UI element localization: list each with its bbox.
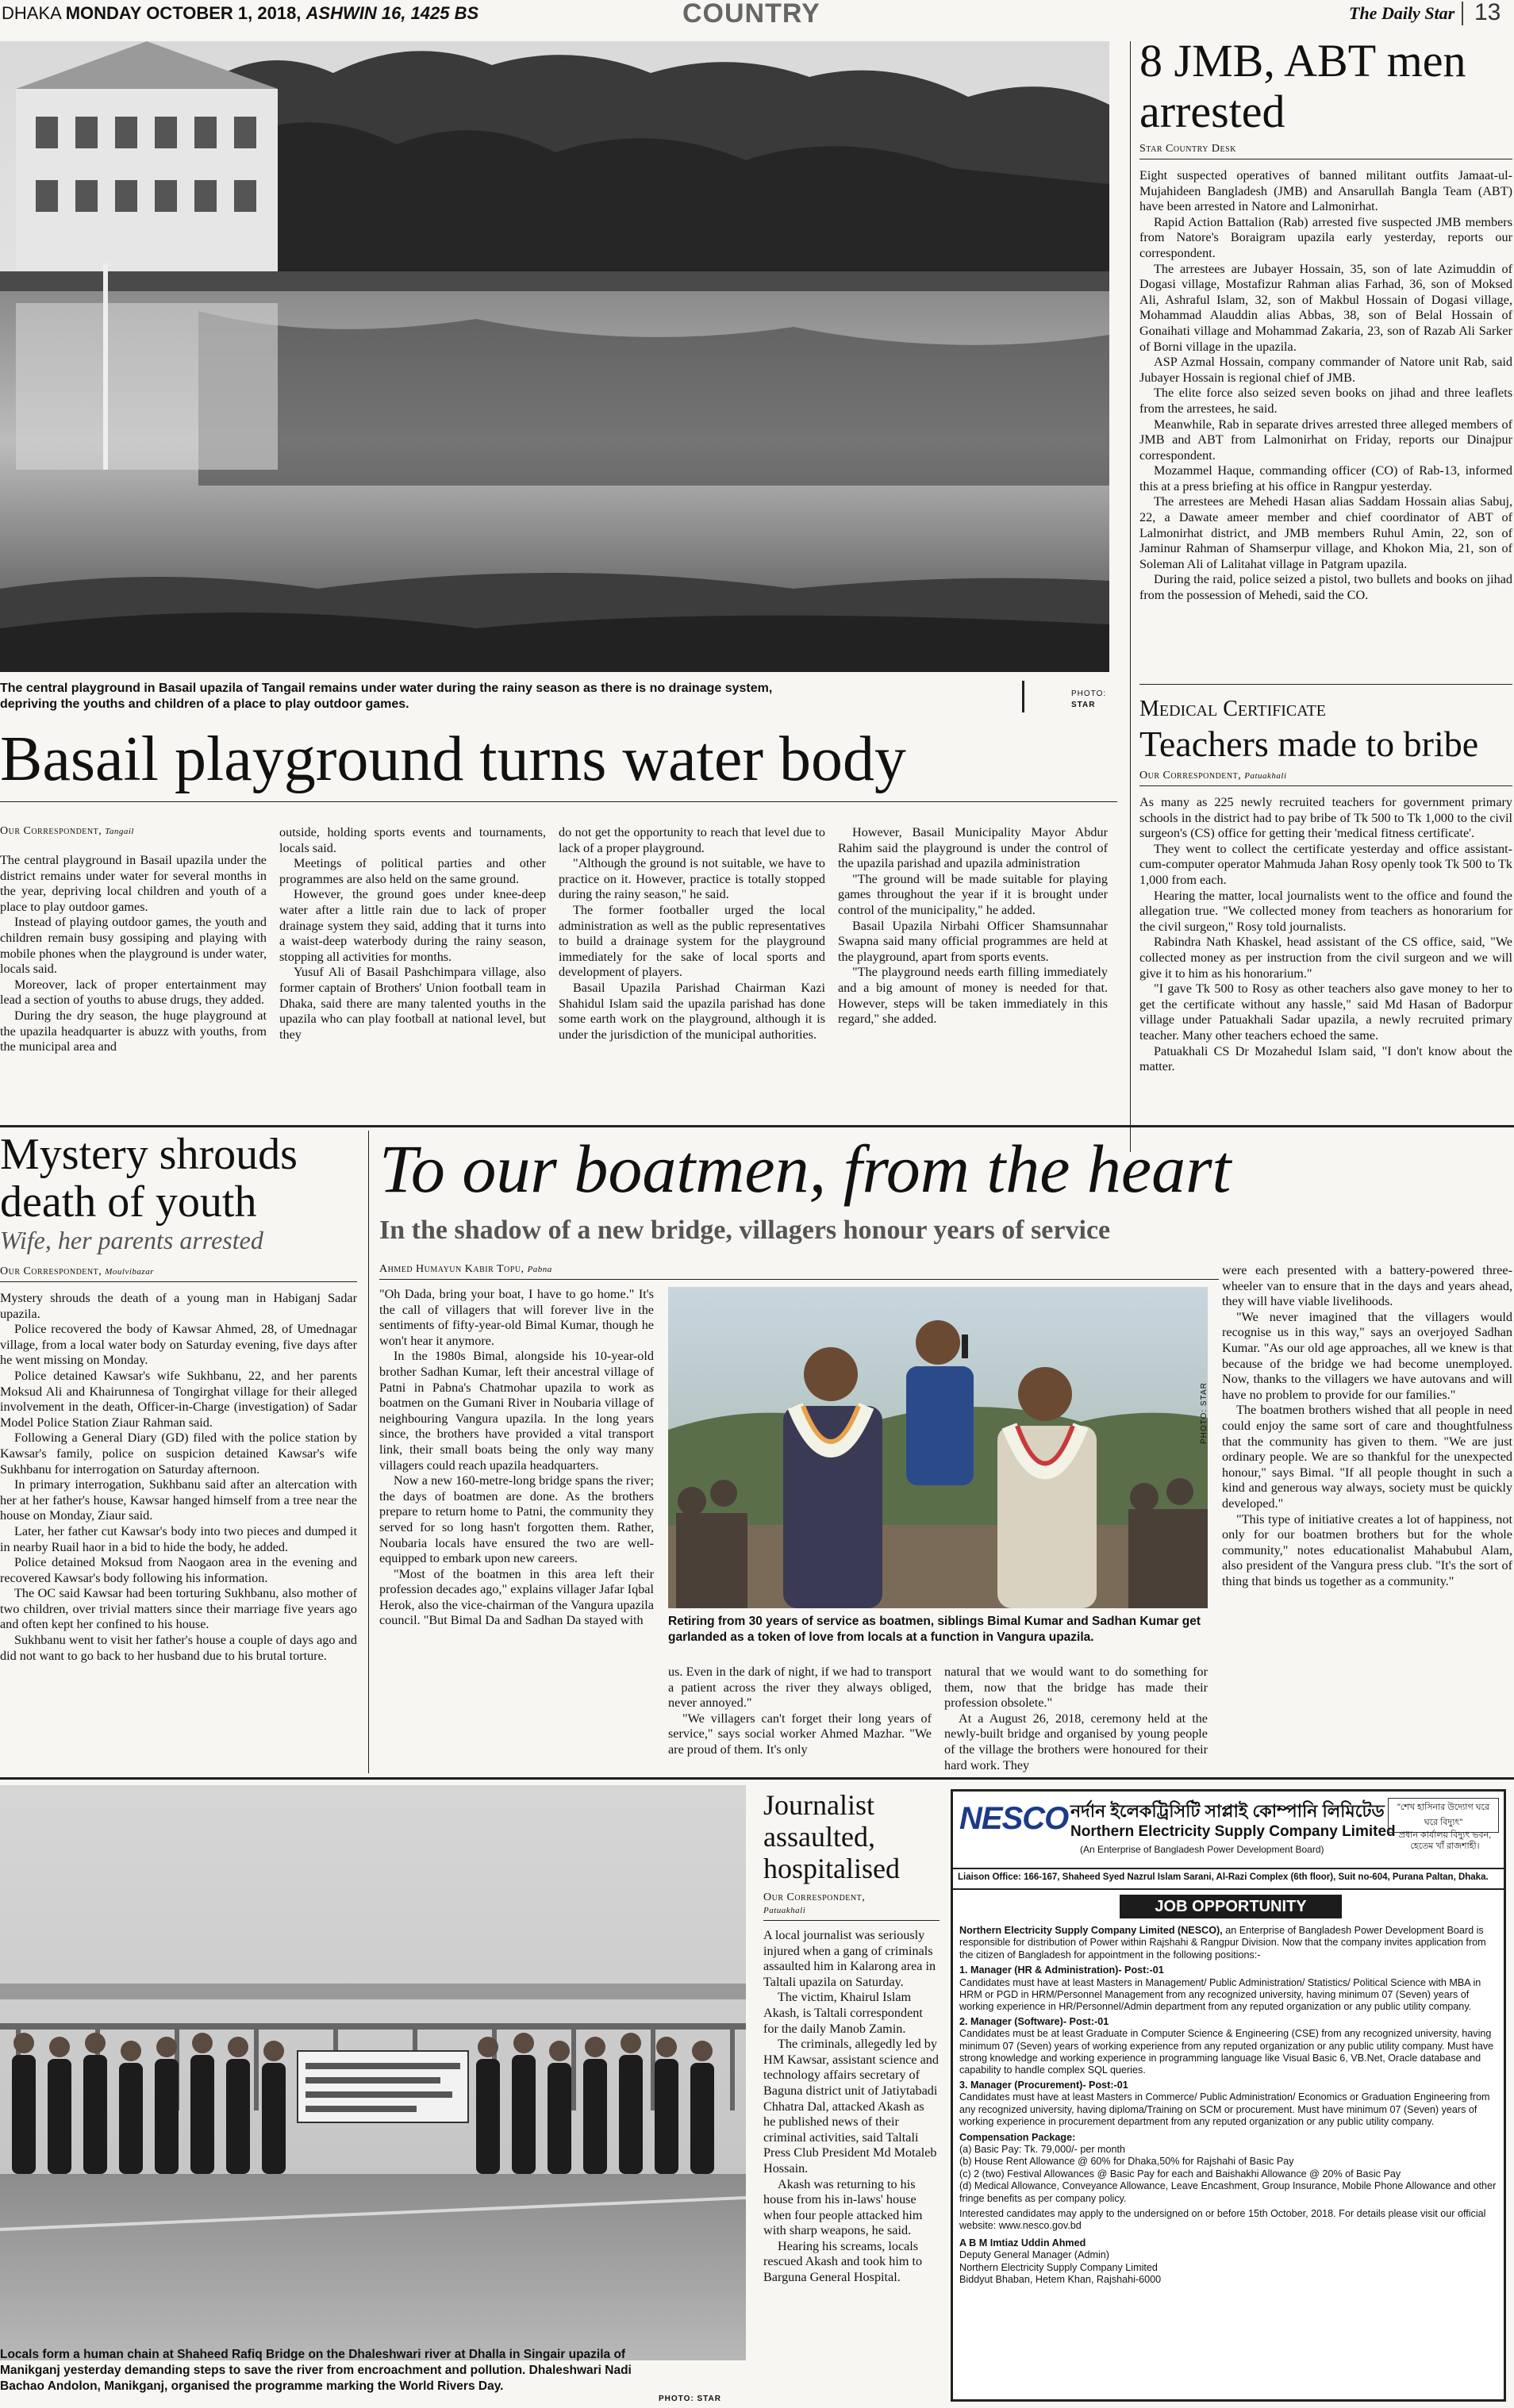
paragraph: The victim, Khairul Islam Akash, is Taltali correspondent for the daily Manob Zamin.	[763, 1990, 923, 2036]
paragraph: A local journalist was seriously injured when a gang of criminals assaulted him in Kalarong area in Taltali upazila on Saturday.	[763, 1928, 936, 1989]
paragraph: were each presented with a battery-powered three-wheeler van to ensure that in the days and years ahead, they will have viable livelihoods.	[1222, 1263, 1512, 1309]
paragraph: The OC said Kawsar had been torturing Sukhbanu, also mother of two children, over trivial matters since their marriage five years ago and often kept her confined to his house.	[0, 1586, 357, 1632]
paragraph: Rabindra Nath Khaskel, head assistant of the CS office, said, "We collected money as per instruction from the civil surgeon and we will give it to him as his honorarium."	[1139, 935, 1512, 981]
human-chain-image	[0, 1785, 746, 2360]
paragraph: do not get the opportunity to reach that level due to lack of a proper playground.	[559, 825, 825, 855]
paragraph: The former footballer urged the local administration as well as the public representatives to build a drainage system for the playground immediately for the sake of local sports and development of players.	[559, 902, 825, 980]
nesco-ad	[951, 1789, 1506, 2402]
paragraph: Sukhbanu went to visit her father's house a couple of days ago and did not want to go back to her husband due to his brutal torture.	[0, 1633, 357, 1663]
paragraph: Mozammel Haque, commanding officer (CO) of Rab-13, informed this at a press briefing at his office in Rangpur yesterday.	[1139, 463, 1512, 494]
date: MONDAY OCTOBER 1, 2018,	[65, 3, 302, 23]
position-text: Candidates must have at least Masters in Commerce/ Public Administration/ Economics or Graduation Engineering from any recognized university, having diploma/Training on SCM or procurement. Must have minimum 07 (Seven) years of working experience in procurement department from any reputed organization or any public utility company.	[959, 2091, 1490, 2128]
bribe-kicker: Medical Certificate	[1139, 697, 1326, 721]
paragraph: However, Basail Municipality Mayor Abdur Rahim said the playground is under the control of the upazila parishad and upazila administration	[838, 825, 1108, 871]
basail-caption: The central playground in Basail upazila of Tangail remains under water during the rainy season as there is no drainage system, depriving the youths and children of a place to play outdoor games.	[0, 682, 773, 711]
paragraph: ASP Azmal Hossain, company commander of Natore unit Rab, said Jubayer Hossain is regional chief of JMB.	[1139, 355, 1512, 385]
nesco-intro: Northern Electricity Supply Company Limited (NESCO), an Enterprise of Bangladesh Power Development Board is responsible for distribution of Power within Rajshahi & Rangpur Division. Now that the company invites application from the citizen of Bangladesh for appointment in the following positions:-	[959, 1925, 1486, 1961]
basail-col-2	[279, 825, 546, 1043]
journalist-byline: Our Correspondent, Patuakhali	[763, 1891, 866, 1915]
bribe-headline: Teachers made to bribe	[1139, 724, 1479, 764]
paragraph: Meetings of political parties and other programmes are also held on the same ground.	[279, 856, 546, 886]
bangla-date: ASHWIN 16, 1425 BS	[305, 3, 479, 23]
position-title: 3. Manager (Procurement)- Post:-01	[959, 2079, 1128, 2091]
compensation-item: (d) Medical Allowance, Conveyance Allowance, Leave Encashment, Group Insurance, Mobile Phone Allowance and other fringe benefits as per company policy.	[959, 2180, 1497, 2204]
paragraph: natural that we would want to do something for them, now that the bridge has made their profession obsolete."	[944, 1665, 1208, 1711]
section-label: COUNTRY	[682, 0, 820, 29]
boatmen-image	[668, 1287, 1208, 1608]
paper-name: The Daily Star	[1349, 3, 1455, 23]
paragraph: At a August 26, 2018, ceremony held at the newly-built bridge and organised by young people of the village the brothers were honoured for their hard work. They	[944, 1711, 1208, 1772]
paragraph: Moreover, lack of proper entertainment may lead a section of youths to abuse drugs, they added.	[0, 977, 267, 1008]
paragraph: "We never imagined that the villagers would recognise us in this way," says an overjoyed Sadhan Kumar. "As our old age approaches, all we knew is that because of the bridge we had become unemployed. Now, thanks to the villagers we have autovans and will have no problem to provide for our families."	[1222, 1309, 1512, 1402]
paragraph: Yusuf Ali of Basail Pashchimpara village, also former captain of Brothers' Union football team in Dhaka, said there are many talented youths in the upazila who can play football at national level, but they	[279, 965, 546, 1042]
paragraph: Basail Upazila Parishad Chairman Kazi Shahidul Islam said the upazila parishad has done some earth work on the playground, although it is under the jurisdiction of the municipal authorities.	[559, 980, 825, 1042]
paragraph: Following a General Diary (GD) filed with the police station by Kawsar's family, police on suspicion detained Kawsar's wife Sukhbanu for interrogation on Saturday afternoon.	[0, 1431, 357, 1477]
paragraph: "Most of the boatmen in this area left their profession decades ago," explains villager Jafar Iqbal Herok, also the vice-chairman of the Vangura upazila council. "But Bimal Da and Sadhan Da stayed with	[379, 1566, 654, 1628]
mystery-subhead: Wife, her parents arrested	[0, 1226, 263, 1254]
boatmen-subhead: In the shadow of a new bridge, villagers honour years of service	[379, 1216, 1111, 1245]
paragraph: The arrestees are Mehedi Hasan alias Saddam Hossain alias Sabuj, 22, a Dawate ameer member and chief coordinator of ABT of Lalmonirhat district, and JMB members Ruhul Amin, 22, son of Jaminur Rahman of Shamserpur village, and Khokon Mia, 21, son of Soleman Ali of Lalitahat village in Patgram upazila.	[1139, 494, 1512, 571]
compensation-item: (b) House Rent Allowance @ 60% for Dhaka,50% for Rajshahi of Basic Pay	[959, 2156, 1294, 2168]
masthead	[0, 0, 1514, 30]
boatmen-col-1	[379, 1287, 654, 1629]
position-title: 2. Manager (Software)- Post:-01	[959, 2015, 1109, 2027]
paragraph: Instead of playing outdoor games, the youth and children remain busy gossiping and playing with mobile phones when the playground is under water, locals said.	[0, 915, 267, 977]
mystery-byline: Our Correspondent, Moulvibazar	[0, 1265, 154, 1277]
boatmen-col-2	[668, 1665, 932, 1758]
mystery-body	[0, 1291, 357, 1664]
boatmen-col-3	[944, 1665, 1208, 1773]
paragraph: However, the ground goes under knee-deep water after a little rain due to lack of proper drainage system they said, adding that it turns into a waist-deep waterbody during the rainy season, stopping all activities for months.	[279, 887, 546, 964]
bribe-body	[1139, 795, 1512, 1075]
paragraph: Police detained Kawsar's wife Sukhbanu, 22, and her parents Moksud Ali and Khairunnesa of Tongirghat village for their alleged involvement in the death, Officer-in-Charge (investigation) of Sadar Model Police Station Ziaur Rahman said.	[0, 1368, 357, 1430]
basail-byline: Our Correspondent, Tangail	[0, 825, 134, 837]
paragraph: Patuakhali CS Dr Mozahedul Islam said, "I don't know about the matter.	[1139, 1043, 1512, 1074]
page-number: 13	[1474, 0, 1501, 25]
compensation-item: (c) 2 (two) Festival Allowances @ Basic Pay for each and Baishakhi Allowance @ 20% of Basic Pay	[959, 2168, 1401, 2179]
compensation-item: (a) Basic Pay: Tk. 79,000/- per month	[959, 2143, 1126, 2155]
nesco-details	[959, 1925, 1499, 2286]
paragraph: us. Even in the dark of night, if we had to transport a patient across the river they always obliged, never annoyed."	[668, 1665, 932, 1711]
paragraph: In the 1980s Bimal, alongside his 10-year-old brother Sadhan Kumar, left their ancestral village of Patni in Pabna's Chatmohar upazila to work as boatmen on the Gumani River in Noubaria village of neighbouring Vangura upazila. In the long years since, the brothers have provided a vital transport link, their small boats being the only way many villagers could reach upazila headquarters.	[379, 1349, 654, 1473]
paragraph: As many as 225 newly recruited teachers for government primary schools in the district had to pay bribe of Tk 500 to Tk 1,000 to the civil surgeon's (CS) office for getting their 'medical fitness certificate'.	[1139, 795, 1512, 841]
paragraph: During the raid, police seized a pistol, two bullets and books on jihad from the possession of Mehedi, said the CO.	[1139, 572, 1512, 603]
nesco-bangla-name: নর্দান ইলেকট্রিসিটি সাপ্লাই কোম্পানি লিমিটেড	[1070, 1801, 1385, 1821]
jmb-byline: Star Country Desk	[1139, 143, 1236, 155]
basail-col-3	[559, 825, 825, 1043]
boatmen-photo	[668, 1287, 1208, 1608]
paragraph: Now a new 160-metre-long bridge spans the river; the days of boatmen are done. As the brothers prepare to return home to Patni, the community they served for so long hasn't forgotten them. Rather, Noubaria locals have ensured the two are well-equipped to embark upon new careers.	[379, 1473, 654, 1566]
paragraph: The arrestees are Jubayer Hossain, 35, son of late Azimuddin of Dogasi village, Mostafizur Rahman alias Farhad, 36, son of Moksed Ali, Ashraful Islam, 32, son of Makbul Hossain of Dogasi village, Mohammad Alauddin alias Abbas, 38, son of Belal Hossain of Gonaihati village and Mohammad Zakaria, 23, son of Razab Ali Sarker of Borni village in the upazila.	[1139, 261, 1512, 354]
paragraph: "This type of initiative creates a lot of happiness, not only for our boatmen brothers but for the whole community," notes educationalist Mahabubul Alam, also president of the Vangura press club. "It's the sort of thing that binds us together as a community."	[1222, 1511, 1512, 1588]
paragraph: Police detained Moksud from Naogaon area in the evening and recovered Kawsar's body following his information.	[0, 1555, 357, 1585]
paragraph: In primary interrogation, Sukhbanu said after an altercation with her at her father's house, Kawsar hanged himself from a tree near the house on Monday, Ziaur said.	[0, 1477, 357, 1523]
paragraph: Later, her father cut Kawsar's body into two pieces and dumped it in nearby Ruail haor in a bid to hide the body, he added.	[0, 1523, 357, 1554]
apply-note: Interested candidates may apply to the undersigned on or before 15th October, 2018. For details please visit our official website: www.nesco.gov.bd	[959, 2207, 1486, 2232]
playground-image	[0, 41, 1109, 672]
paragraph: The central playground in Basail upazila under the district remains under water for several months in the year, depriving local children and youth of a place to play outdoor games.	[0, 853, 267, 914]
basail-col-4	[838, 825, 1108, 1027]
basail-credit: PHOTO: STAR	[1071, 689, 1107, 709]
basail-headline: Basail playground turns water body	[0, 724, 906, 794]
paragraph: Hearing the matter, local journalists went to the office and found the allegation true. "We collected money from teachers as honorarium for the civil surgeon," Rosy told journalists.	[1139, 888, 1512, 934]
paragraph: The criminals, allegedly led by HM Kawsar, assistant science and technology affairs secretary of Baguna district unit of Jatiytabadi Chhatra Dal, attacked Akash as he published news of their criminal activities, said Taltali Press Club President Md Motaleb Hossain.	[763, 2037, 939, 2176]
paragraph: Eight suspected operatives of banned militant outfits Jamaat-ul-Mujahideen Bangladesh (JMB) and Ansarullah Bangla Team (ABT) have been arrested in Natore and Lalmonirhat.	[1139, 168, 1512, 214]
boatmen-byline: Ahmed Humayun Kabir Topu, Pabna	[379, 1263, 552, 1275]
nesco-slogan: "শেখ হাসিনার উদ্যোগ ঘরে ঘরে বিদ্যুৎ"	[1388, 1798, 1499, 1833]
dateline: DHAKA	[2, 3, 61, 23]
position-text: Candidates must be at least Graduate in Computer Science & Engineering (CSE) from any recognized university, having minimum 07 (Seven) years of working experience from any reputed organization or any public utility company. Must have strong knowledge and working experience in programming language like Visual Basic 6, VB.Net, Oracle database and capability to handle complex SQL queries.	[959, 2028, 1494, 2076]
paragraph: Akash was returning to his house from his in-laws' house when four people attacked him with sharp weapons, he said.	[763, 2176, 923, 2238]
boatmen-caption: Retiring from 30 years of service as boatmen, siblings Bimal Kumar and Sadhan Kumar get garlanded as a token of love from locals at a function in Vangura upazila.	[668, 1615, 1201, 1644]
paragraph: Hearing his screams, locals rescued Akash and took him to Barguna General Hospital.	[763, 2238, 923, 2285]
compensation-title: Compensation Package:	[959, 2131, 1076, 2143]
signer-line: Biddyut Bhaban, Hetem Khan, Rajshahi-6000	[959, 2273, 1162, 2285]
basail-col-1	[0, 853, 267, 1055]
journalist-headline: Journalist assaulted, hospitalised	[763, 1789, 900, 1884]
signer-line: Northern Electricity Supply Company Limited	[959, 2261, 1158, 2273]
signer-name: A B M Imtiaz Uddin Ahmed	[959, 2237, 1086, 2249]
nesco-liaison: Liaison Office: 166-167, Shaheed Syed Nazrul Islam Sarani, Al-Razi Complex (6th floor), Suit no-604, Purana Paltan, Dhaka.	[958, 1872, 1489, 1882]
mystery-headline: Mystery shrouds death of youth	[0, 1130, 298, 1227]
signer-line: Deputy General Manager (Admin)	[959, 2249, 1109, 2261]
jmb-body	[1139, 168, 1512, 604]
boatmen-headline: To our boatmen, from the heart	[379, 1131, 1232, 1207]
paragraph: The elite force also seized seven books on jihad and three leaflets from the arrestees, he said.	[1139, 386, 1512, 416]
paragraph: Police recovered the body of Kawsar Ahmed, 28, of Umednagar village, from a local water body on Saturday evening, five days after he went missing on Monday.	[0, 1322, 357, 1368]
human-chain-credit: PHOTO: STAR	[659, 2395, 721, 2403]
nesco-office-bn: প্রধান কার্যালয় বিদ্যুৎ ভবন, হেতেম খাঁ রাজশাহী।	[1398, 1830, 1492, 1851]
paragraph: "The ground will be made suitable for playing games throughout the year if it is brought under control of the municipality," he added.	[838, 871, 1108, 917]
nesco-sub: (An Enterprise of Bangladesh Power Development Board)	[1080, 1844, 1324, 1855]
paragraph: Basail Upazila Nirbahi Officer Shamsunnahar Swapna said many official programmes are held at the playground, apart from sports events.	[838, 918, 1108, 964]
paragraph: "Oh Dada, bring your boat, I have to go home." It's the call of villagers that will forever live in the sentiments of fifty-year-old Bimal Kumar, though he won't hear it anymore.	[379, 1287, 654, 1348]
position-text: Candidates must have at least Masters in Management/ Public Administration/ Statistics/ Political Science with MBA in HRM or PGD in HRM/Personnel Management from any recognized university, having minimum 07 (Seven) years of working experience in HR/Personnel/Admin department from any reputed organization or any public utility company.	[959, 1976, 1481, 2013]
paragraph: Meanwhile, Rab in separate drives arrested three alleged members of JMB and ABT from Lalmonirhat on Friday, reports our Dinajpur correspondent.	[1139, 417, 1512, 463]
position-title: 1. Manager (HR & Administration)- Post:-01	[959, 1964, 1164, 1976]
paragraph: outside, holding sports events and tournaments, locals said.	[279, 825, 546, 855]
paragraph: During the dry season, the huge playground at the upazila headquarter is abuzz with youths, from the municipal area and	[0, 1008, 267, 1054]
paragraph: They went to collect the certificate yesterday and office assistant-cum-computer operator Mahmuda Jahan Rosy openly took Tk 500 to Tk 1,000 from each.	[1139, 841, 1512, 887]
nesco-name: Northern Electricity Supply Company Limited	[1070, 1823, 1396, 1840]
paragraph: The boatmen brothers wished that all people in need could enjoy the same sort of care and thoughtfulness that the community has given to them. "We are just ordinary people. We are so thankful for the unexpected honour," says Bimal. "If all people thought in such a kind and generous way always, society must be quickly developed."	[1222, 1403, 1512, 1511]
human-chain-caption: Locals form a human chain at Shaheed Rafiq Bridge on the Dhaleshwari river at Dhalla in Singair upazila of Manikganj yesterday demanding steps to save the river from encroachment and pollution. Dhaleshwari Nadi Bachao Andolon, Manikganj, organised the programme marking the World Rivers Day.	[0, 2348, 632, 2393]
job-opportunity-banner: JOB OPPORTUNITY	[1120, 1895, 1342, 1918]
journalist-body	[763, 1928, 940, 2286]
paragraph: Rapid Action Battalion (Rab) arrested five suspected JMB members from Natore's Boraigram upazila early yesterday, reports our correspondent.	[1139, 214, 1512, 260]
human-chain-photo	[0, 1785, 746, 2360]
nesco-logo: NESCO	[959, 1801, 1069, 1836]
boatmen-col-4	[1222, 1263, 1512, 1589]
bribe-byline: Our Correspondent, Patuakhali	[1139, 770, 1287, 782]
paragraph: "The playground needs earth filling immediately and a big amount of money is needed for that. However, steps will be taken immediately in this regard," she added.	[838, 965, 1108, 1027]
boatmen-credit: PHOTO: STAR	[1200, 1382, 1209, 1444]
jmb-headline: 8 JMB, ABT men arrested	[1139, 35, 1466, 137]
paragraph: "Although the ground is not suitable, we have to practice on it. However, practice is totally stopped during the rainy season," he said.	[559, 856, 825, 902]
paragraph: "We villagers can't forget their long years of service," says social worker Ahmed Mazhar. "We are proud of them. It's only	[668, 1711, 932, 1757]
basail-photo	[0, 41, 1109, 672]
paragraph: "I gave Tk 500 to Rosy as other teachers also gave money to her to get the certificate without any hassle," said Md Hasan of Badorpur village under Patuakhali Sadar upazila, a newly recruited primary teacher. Many other teachers echoed the same.	[1139, 981, 1512, 1043]
paragraph: Mystery shrouds the death of a young man in Habiganj Sadar upazila.	[0, 1291, 357, 1321]
